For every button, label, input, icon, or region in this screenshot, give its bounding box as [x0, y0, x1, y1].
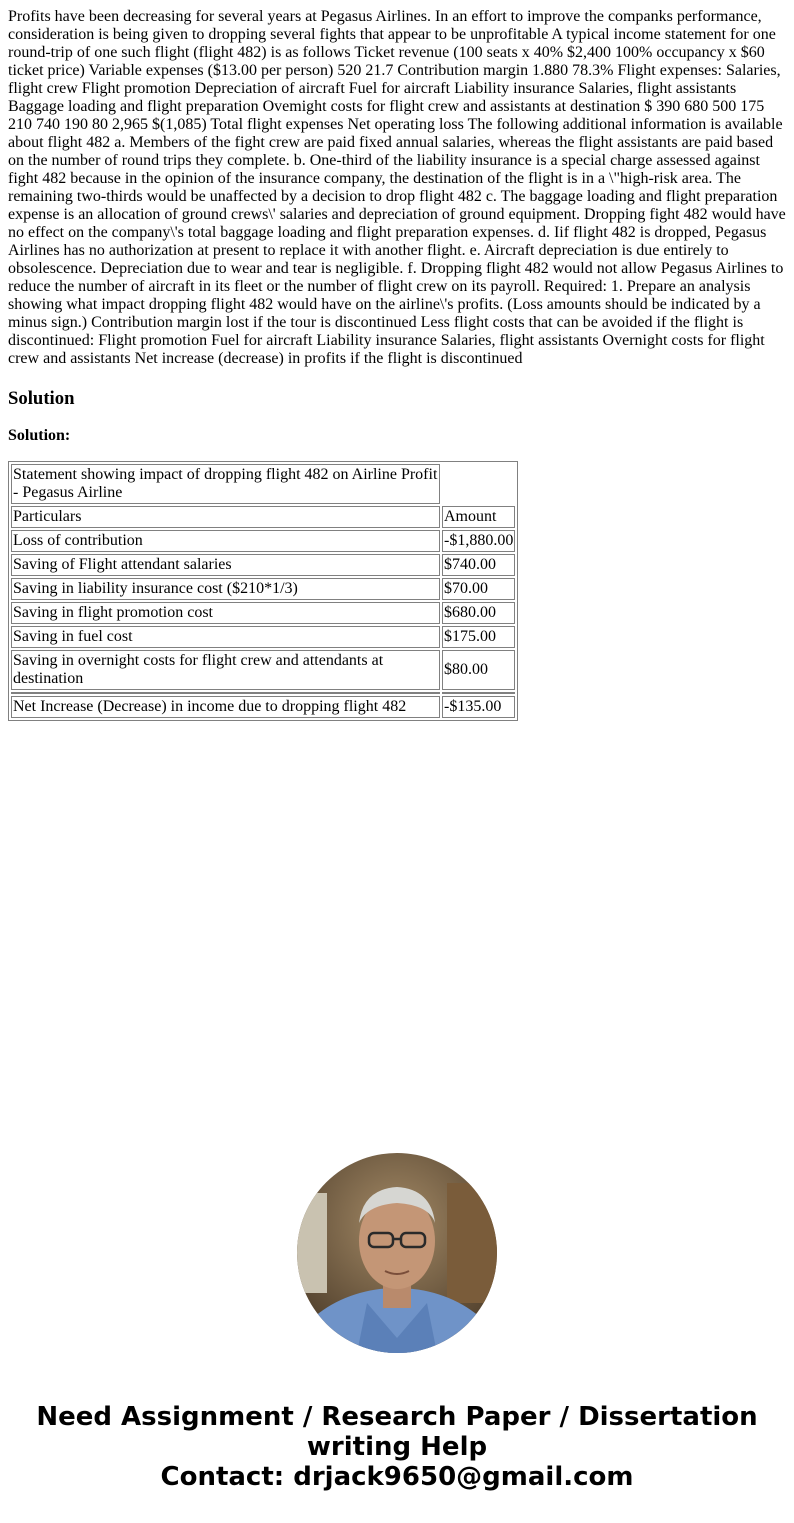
row-label: Saving in overnight costs for flight crew and attendants at destination [11, 650, 440, 690]
solution-heading: Solution [8, 388, 75, 409]
table-row [11, 578, 515, 600]
total-amount: -$135.00 [442, 696, 515, 718]
header-particulars: Particulars [11, 506, 440, 528]
footer-contact-email: Contact: drjack9650@gmail.com [160, 1462, 634, 1492]
question-text: Profits have been decreasing for several years at Pegasus Airlines. In an effort to improve the companks performance, consideration is being given to dropping several fights that appear to be unprofitable A typical income statement for one round-trip of one such flight (flight 482) is as follows Ticket revenue (100 seats x 40% $2,400 100% occupancy x $60 ticket price) Variable expenses ($13.00 per person) 520 21.7 Contribution margin 1.880 78.3% Flight expenses: Salaries, flight crew Flight promotion Depreciation of aircraft Fuel for aircraft Liability insurance Salaries, flight assistants Baggage loading and flight preparation Ovemight costs for flight crew and assistants at destination $ 390 680 500 175 210 740 190 80 2,965 $(1,085) Total flight expenses Net operating loss The following additional information is available about flight 482 a. Members of the fight crew are paid fixed annual salaries, whereas the flight assistants are paid based on the number of round trips they complete. b. One-third of the liability insurance is a special charge assessed against fight 482 because in the opinion of the insurance company, the destination of the flight is in a \"high-risk area. The remaining two-thirds would be unaffected by a decision to drop flight 482 c. The baggage loading and flight preparation expense is an allocation of ground crews\' salaries and depreciation of ground equipment. Dropping fight 482 would have no effect on the company\'s total baggage loading and flight preparation expenses. d. Iif flight 482 is dropped, Pegasus Airlines has no authorization at present to replace it with another flight. e. Aircraft depreciation is due entirely to obsolescence. Depreciation due to wear and tear is negligible. f. Dropping flight 482 would not allow Pegasus Airlines to reduce the number of aircraft in its fleet or the number of flight crew on its payroll. Required: 1. Prepare an analysis showing what impact dropping flight 482 would have on the airline\'s profits. (Loss amounts should be indicated by a minus sign.) Contribution margin lost if the tour is discontinued Less flight costs that can be avoided if the flight is discontinued: Flight promotion Fuel for aircraft Liability insurance Salaries, flight assistants Overnight costs for flight crew and assistants Net increase (decrease) in profits if the flight is discontinued [8, 8, 786, 367]
table-title-row [11, 464, 515, 504]
author-avatar [297, 1153, 497, 1353]
row-label: Saving in flight promotion cost [11, 602, 440, 624]
table-total-row [11, 696, 515, 718]
separator-cell [442, 692, 515, 694]
author-photo-icon [297, 1153, 497, 1353]
row-amount: $70.00 [442, 578, 515, 600]
footer-line-1: Need Assignment / Research Paper / Dissertation [36, 1402, 758, 1432]
row-amount: $80.00 [442, 650, 515, 690]
solution-table [8, 461, 518, 721]
table-title-empty-cell [442, 464, 515, 504]
table-row [11, 650, 515, 690]
table-header-row [11, 506, 515, 528]
table-row [11, 602, 515, 624]
row-label: Saving in liability insurance cost ($210*1/3) [11, 578, 440, 600]
row-amount: -$1,880.00 [442, 530, 515, 552]
table-row [11, 554, 515, 576]
table-row [11, 530, 515, 552]
total-label: Net Increase (Decrease) in income due to dropping flight 482 [11, 696, 440, 718]
header-amount: Amount [442, 506, 515, 528]
row-label: Saving in fuel cost [11, 626, 440, 648]
page-content [0, 0, 794, 721]
row-amount: $175.00 [442, 626, 515, 648]
contact-footer [0, 1402, 794, 1492]
row-label: Saving of Flight attendant salaries [11, 554, 440, 576]
row-amount: $740.00 [442, 554, 515, 576]
row-label: Loss of contribution [11, 530, 440, 552]
table-separator-row [11, 692, 515, 694]
solution-label: Solution: [8, 427, 71, 444]
footer-line-2: writing Help [306, 1432, 488, 1462]
table-title: Statement showing impact of dropping flight 482 on Airline Profit - Pegasus Airline [11, 464, 440, 504]
separator-cell [11, 692, 440, 694]
row-amount: $680.00 [442, 602, 515, 624]
table-row [11, 626, 515, 648]
